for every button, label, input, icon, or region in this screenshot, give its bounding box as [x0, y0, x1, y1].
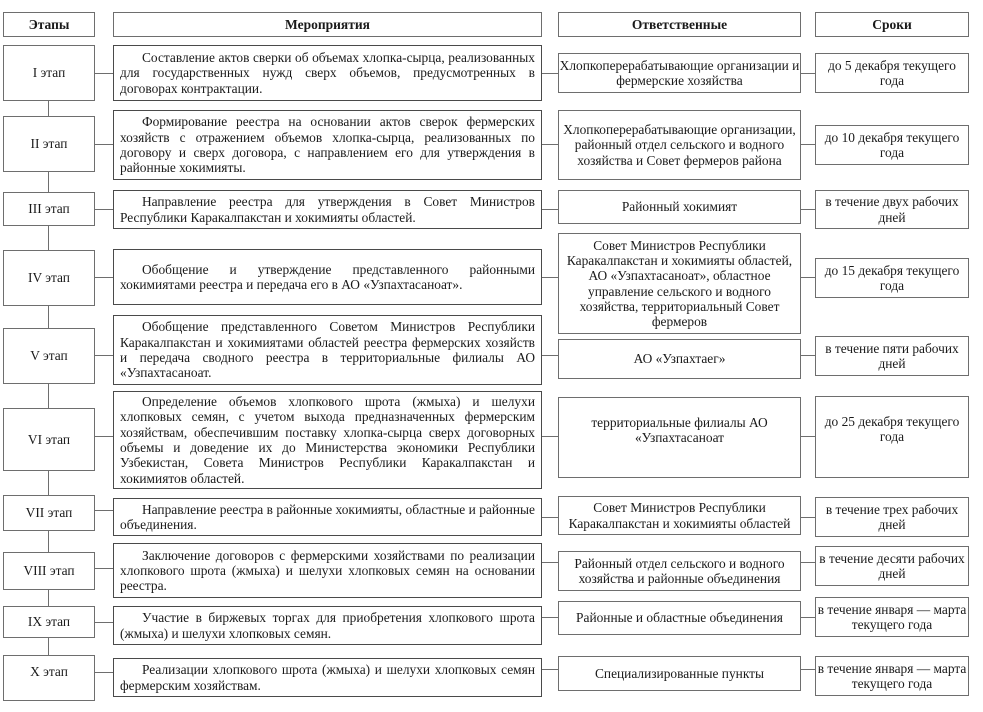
- responsible-box-2: [558, 110, 801, 180]
- stage-box-9: [3, 606, 95, 638]
- stage-label: II этап: [30, 136, 68, 152]
- connector: [95, 510, 113, 511]
- stage-box-3: [3, 192, 95, 226]
- activity-box-8: [113, 543, 542, 598]
- stage-label: VII этап: [25, 505, 73, 521]
- responsible-text: Хлопкоперерабатывающие организации и фермерские хозяйства: [559, 57, 800, 88]
- responsible-text: АО «Узпахтаег»: [633, 351, 726, 367]
- activity-box-1: [113, 45, 542, 101]
- connector: [95, 436, 113, 437]
- deadline-text: в течение января — марта текущего года: [817, 601, 967, 632]
- deadline-text: в течение пяти рабочих дней: [825, 340, 959, 371]
- activity-box-5: [113, 315, 542, 385]
- connector: [95, 622, 113, 623]
- connector: [801, 73, 815, 74]
- connector: [542, 669, 558, 670]
- deadline-text: до 15 декабря текущего года: [824, 262, 960, 293]
- deadline-text: до 5 декабря текущего года: [828, 57, 956, 88]
- activity-text: Определение объемов хлопкового шрота (жмыха) и шелухи хлопковых семян, с учетом выхода предназначенных фермерским хозяйствам, обеспечившим поставку хлопка-сырца сверх договорных объемы и доведение их до Министерства экономики Республики Узбекистан, Совета Министров Республики Каракалпакстан и хокимиятов областей.: [120, 394, 535, 486]
- connector: [801, 617, 815, 618]
- connector: [542, 562, 558, 563]
- connector: [801, 277, 815, 278]
- connector: [542, 436, 558, 437]
- activity-box-4: [113, 249, 542, 305]
- activity-text: Составление актов сверки об объемах хлопка-сырца, реализованных для государственных нужд сверх объемов, предусмотренных в договорах контрактации.: [120, 50, 535, 96]
- connector: [801, 517, 815, 518]
- deadline-box-9: [815, 597, 969, 637]
- responsible-box-8: [558, 551, 801, 591]
- connector: [95, 209, 113, 210]
- stage-box-8: [3, 552, 95, 590]
- activity-text: Направление реестра для утверждения в Совет Министров Республики Каракалпакстан и хокимияты областей.: [120, 194, 535, 225]
- connector: [801, 144, 815, 145]
- activity-box-10: [113, 658, 542, 697]
- deadline-text: в течение десяти рабочих дней: [819, 550, 965, 581]
- stage-label: III этап: [28, 201, 70, 217]
- deadline-box-5: [815, 336, 969, 376]
- responsible-box-10: [558, 656, 801, 691]
- connector: [95, 355, 113, 356]
- connector: [542, 277, 558, 278]
- stage-box-1: [3, 45, 95, 101]
- stage-box-4: [3, 250, 95, 306]
- connector: [801, 209, 815, 210]
- activity-text: Участие в биржевых торгах для приобретения хлопкового шрота (жмыха) и шелухи хлопковых семян.: [120, 610, 535, 641]
- activity-text: Направление реестра в районные хокимияты, областные и районные объединения.: [120, 501, 535, 532]
- connector: [542, 617, 558, 618]
- deadline-box-8: [815, 546, 969, 586]
- activity-text: Формирование реестра на основании актов сверок фермерских хозяйств с отражением объемов хлопка-сырца, реализованных по договору и сверх договора, с направлением его для утверждения в районные хокимияты.: [120, 114, 535, 176]
- connector: [542, 355, 558, 356]
- stage-label: I этап: [32, 65, 66, 81]
- deadline-box-3: [815, 190, 969, 229]
- activity-text: Реализации хлопкового шрота (жмыха) и шелухи хлопковых семян фермерским хозяйствам.: [120, 662, 535, 693]
- header-activities: [113, 12, 542, 37]
- deadline-text: в течение трех рабочих дней: [825, 501, 959, 532]
- responsible-box-1: [558, 53, 801, 93]
- deadline-box-2: [815, 125, 969, 165]
- deadline-text: до 25 декабря текущего года: [824, 414, 960, 445]
- activity-text: Заключение договоров с фермерскими хозяйствами по реализации хлопкового шрота (жмыха) и шелухи хлопковых семян на основании реестра.: [120, 547, 535, 594]
- responsible-text: Специализированные пункты: [594, 665, 765, 681]
- stage-box-10: [3, 655, 95, 701]
- activity-box-6: [113, 391, 542, 489]
- activity-text: Обобщение и утверждение представленного районными хокимиятами реестра и передача его в АО «Узпахтасаноат».: [120, 261, 535, 292]
- connector: [542, 517, 558, 518]
- responsible-text: Совет Министров Республики Каракалпакстан и хокимияты областей: [568, 500, 791, 531]
- responsible-text: Районный отдел сельского и водного хозяйства и районные объединения: [574, 555, 785, 586]
- connector: [95, 568, 113, 569]
- connector: [801, 669, 815, 670]
- stage-label: VI этап: [27, 431, 71, 447]
- header-stages-label: Этапы: [28, 16, 70, 32]
- responsible-box-7: [558, 496, 801, 535]
- stage-label: IX этап: [27, 614, 71, 630]
- activity-box-9: [113, 606, 542, 645]
- responsible-text: Хлопкоперерабатывающие организации, районный отдел сельского и водного хозяйства и Совет фермеров района: [563, 122, 796, 168]
- header-stages: [3, 12, 95, 37]
- stage-label: VIII этап: [23, 563, 75, 579]
- connector: [801, 562, 815, 563]
- stage-box-7: [3, 495, 95, 531]
- connector: [95, 277, 113, 278]
- header-deadlines: [815, 12, 969, 37]
- stage-label: V этап: [30, 348, 68, 364]
- deadline-box-10: [815, 656, 969, 696]
- connector: [95, 73, 113, 74]
- connector: [95, 672, 113, 673]
- deadline-box-7: [815, 497, 969, 537]
- connector: [801, 436, 815, 437]
- connector: [801, 355, 815, 356]
- activity-text: Обобщение представленного Советом Министров Республики Каракалпакстан и хокимиятами областей реестра фермерских хозяйств и передача сводного реестра в территориальные филиалы АО «Узпахтасаноат.: [120, 319, 535, 381]
- activity-box-3: [113, 190, 542, 229]
- responsible-box-9: [558, 601, 801, 635]
- header-responsible: [558, 12, 801, 37]
- responsible-text: территориальные филиалы АО «Узпахтасаноат: [591, 415, 768, 446]
- connector: [542, 73, 558, 74]
- header-activities-label: Мероприятия: [285, 16, 370, 32]
- responsible-text: Совет Министров Республики Каракалпакстан и хокимияты областей, АО «Узпахтасаноат», областное управление сельского и водного хозяйства, территориальный Совет фермеров: [566, 237, 793, 330]
- responsible-box-4: [558, 233, 801, 334]
- deadline-box-4: [815, 258, 969, 298]
- deadline-text: в течение января — марта текущего года: [817, 660, 967, 691]
- stage-box-5: [3, 328, 95, 384]
- stage-label: X этап: [30, 664, 68, 680]
- stage-box-6: [3, 408, 95, 471]
- deadline-box-1: [815, 53, 969, 93]
- activity-box-2: [113, 110, 542, 180]
- connector: [542, 144, 558, 145]
- header-responsible-label: Ответственные: [631, 16, 728, 32]
- deadline-box-6: [815, 396, 969, 478]
- responsible-box-3: [558, 190, 801, 224]
- stage-box-2: [3, 116, 95, 172]
- stage-label: IV этап: [28, 270, 70, 286]
- deadline-text: в течение двух рабочих дней: [825, 194, 959, 225]
- responsible-box-5: [558, 339, 801, 379]
- deadline-text: до 10 декабря текущего года: [824, 129, 960, 160]
- responsible-text: Районные и областные объединения: [576, 610, 783, 626]
- connector: [542, 209, 558, 210]
- responsible-text: Районный хокимият: [621, 199, 738, 215]
- connector: [95, 144, 113, 145]
- header-deadlines-label: Сроки: [872, 16, 912, 32]
- activity-box-7: [113, 498, 542, 536]
- responsible-box-6: [558, 397, 801, 478]
